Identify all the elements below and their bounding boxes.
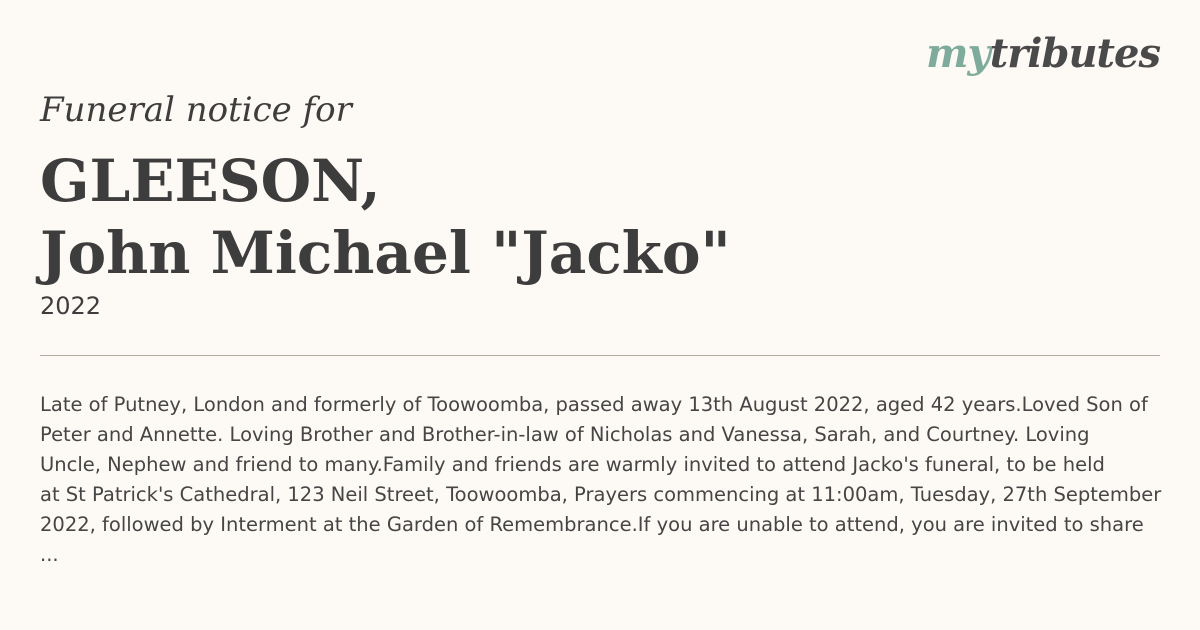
notice-line: Peter and Annette. Loving Brother and Brother-in-law of Nicholas and Vanessa, Sarah, and Courtney. Loving [40,423,1090,446]
deceased-name [40,145,731,289]
notice-ellipsis: ... [40,543,59,566]
notice-intro: Funeral notice for [40,90,352,130]
notice-line: Late of Putney, London and formerly of Toowoomba, passed away 13th August 2022, aged 42 years.Loved Son of [40,393,1148,416]
logo-suffix: tributes [989,30,1160,77]
deceased-given-names: John Michael "Jacko" [40,219,731,287]
notice-line: at St Patrick's Cathedral, 123 Neil Street, Toowoomba, Prayers commencing at 11:00am, Tuesday, 27th September [40,483,1162,506]
divider [40,355,1160,356]
mytributes-logo[interactable] [926,30,1160,77]
logo-prefix: my [926,30,990,77]
notice-line: 2022, followed by Interment at the Garden of Remembrance.If you are unable to attend, you are invited to share [40,513,1144,536]
notice-line: Uncle, Nephew and friend to many.Family and friends are warmly invited to attend Jacko's funeral, to be held [40,453,1105,476]
notice-text [40,390,1165,570]
notice-year: 2022 [40,292,102,320]
deceased-surname: GLEESON, [40,147,381,215]
